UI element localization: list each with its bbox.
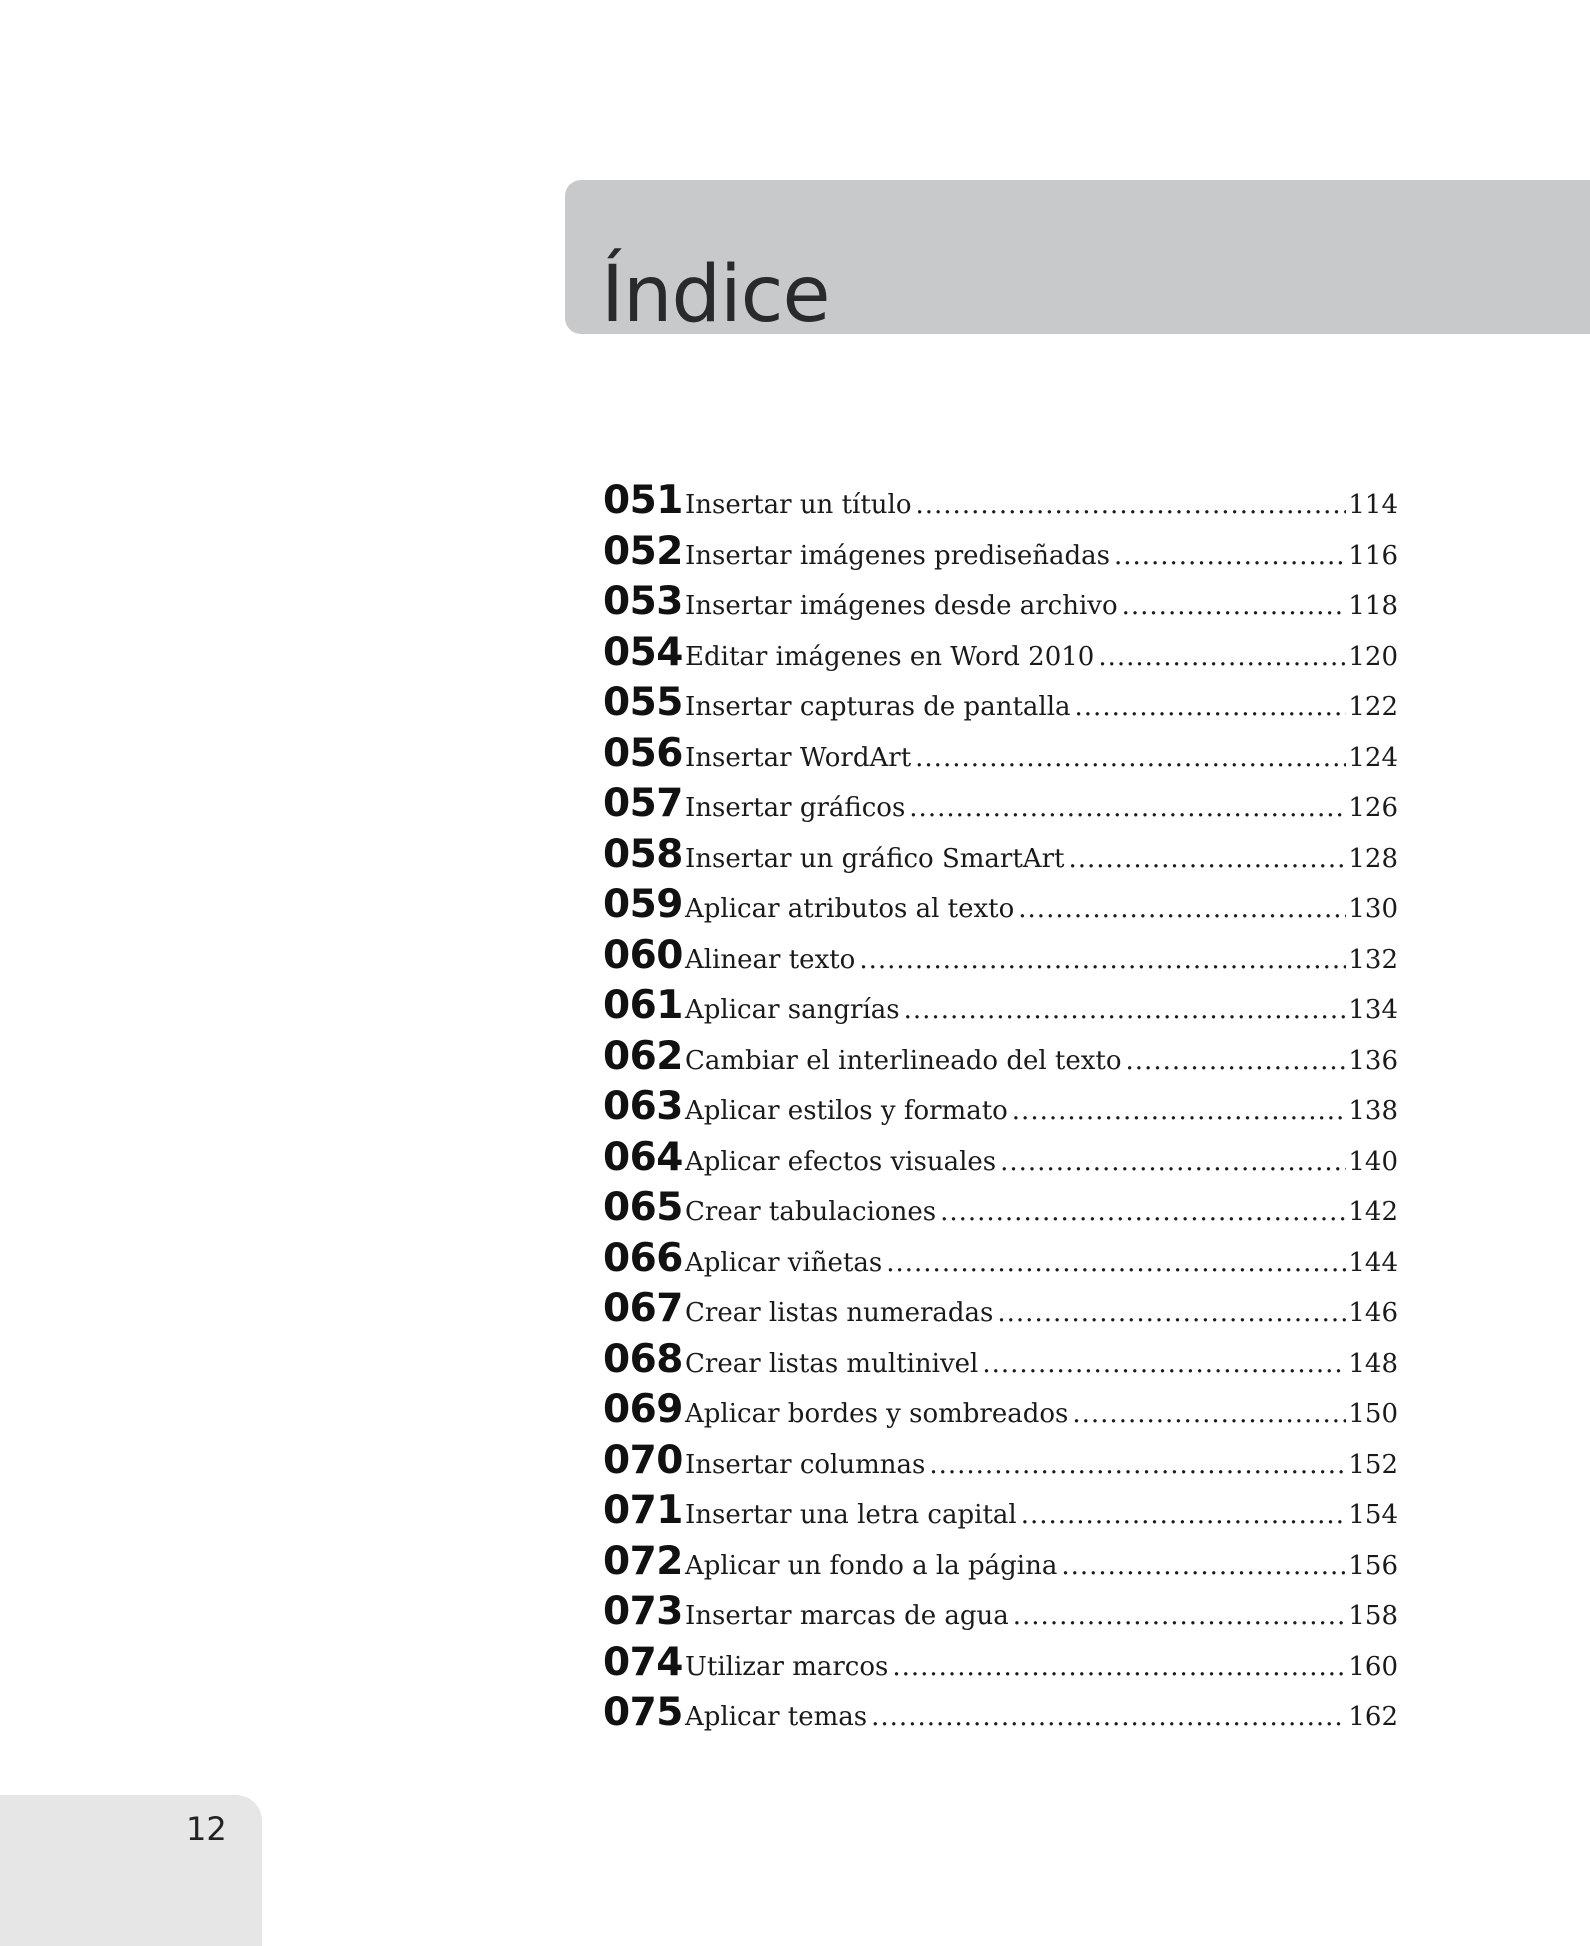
- entry-number: 055: [603, 680, 683, 725]
- entry-page-number: 142: [1348, 1197, 1398, 1227]
- entry-number: 066: [603, 1235, 683, 1281]
- toc-entry[interactable]: [603, 529, 1398, 580]
- toc-entry[interactable]: [603, 1488, 1398, 1539]
- toc-entry[interactable]: [603, 983, 1398, 1034]
- entry-page-number: 146: [1348, 1298, 1398, 1328]
- entry-title: Aplicar atributos al texto: [685, 894, 1015, 924]
- entry-page-number: 126: [1348, 793, 1398, 823]
- entry-page-number: 134: [1348, 995, 1398, 1025]
- entry-title: Aplicar sangrías: [685, 995, 900, 1025]
- entry-number: 074: [603, 1639, 683, 1685]
- entry-page-number: 144: [1348, 1247, 1398, 1278]
- dot-leader: [1000, 1147, 1346, 1177]
- entry-title: Crear listas multinivel: [685, 1348, 979, 1379]
- page-title: Índice: [601, 250, 830, 340]
- dot-leader: [1013, 1601, 1347, 1631]
- entry-number: 071: [603, 1488, 683, 1533]
- toc-entry[interactable]: [603, 781, 1398, 832]
- entry-page-number: 156: [1348, 1550, 1398, 1581]
- dot-leader: [1075, 692, 1347, 722]
- toc-entry[interactable]: [603, 1640, 1398, 1691]
- dot-leader: [929, 1450, 1346, 1480]
- entry-page-number: 154: [1348, 1500, 1398, 1530]
- entry-title: Insertar marcas de agua: [685, 1601, 1009, 1631]
- toc-entry[interactable]: [603, 832, 1398, 883]
- dot-leader: [915, 743, 1346, 773]
- entry-title: Aplicar un fondo a la página: [685, 1550, 1058, 1581]
- entry-title: Crear tabulaciones: [685, 1197, 937, 1227]
- entry-page-number: 138: [1348, 1096, 1398, 1126]
- entry-number: 052: [603, 528, 683, 574]
- entry-page-number: 114: [1348, 490, 1398, 520]
- dot-leader: [859, 945, 1346, 975]
- entry-page-number: 116: [1348, 540, 1398, 571]
- toc-entry[interactable]: [603, 1337, 1398, 1388]
- dot-leader: [997, 1298, 1346, 1328]
- entry-number: 053: [603, 579, 683, 624]
- entry-number: 070: [603, 1437, 683, 1483]
- toc-entry[interactable]: [603, 630, 1398, 681]
- entry-number: 062: [603, 1033, 683, 1079]
- toc-entry[interactable]: [603, 1135, 1398, 1186]
- entry-number: 067: [603, 1286, 683, 1331]
- entry-page-number: 160: [1348, 1651, 1398, 1682]
- toc-entry[interactable]: [603, 1286, 1398, 1337]
- entry-number: 056: [603, 730, 683, 776]
- toc-entry[interactable]: [603, 933, 1398, 984]
- entry-title: Insertar columnas: [685, 1449, 926, 1480]
- dot-leader: [886, 1248, 1346, 1278]
- entry-title: Insertar capturas de pantalla: [685, 692, 1071, 722]
- entry-title: Aplicar bordes y sombreados: [685, 1399, 1069, 1429]
- page-number: 12: [186, 1810, 227, 1848]
- toc-entry[interactable]: [603, 1185, 1398, 1236]
- title-band: [565, 180, 1590, 340]
- entry-title: Cambiar el interlineado del texto: [685, 1045, 1122, 1076]
- entry-number: 058: [603, 831, 683, 877]
- entry-number: 072: [603, 1538, 683, 1584]
- entry-title: Aplicar viñetas: [685, 1247, 883, 1278]
- entry-title: Editar imágenes en Word 2010: [685, 641, 1095, 672]
- entry-page-number: 132: [1348, 944, 1398, 975]
- entry-number: 064: [603, 1134, 683, 1180]
- dot-leader: [982, 1349, 1346, 1379]
- entry-page-number: 162: [1348, 1702, 1398, 1732]
- toc-entry[interactable]: [603, 1438, 1398, 1489]
- entry-title: Utilizar marcos: [685, 1651, 889, 1682]
- toc-entry[interactable]: [603, 1690, 1398, 1741]
- toc-entry[interactable]: [603, 1236, 1398, 1287]
- table-of-contents: [603, 478, 1398, 1741]
- toc-entry[interactable]: [603, 1084, 1398, 1135]
- toc-entry[interactable]: [603, 478, 1398, 529]
- dot-leader: [1012, 1096, 1347, 1126]
- dot-leader: [1021, 1500, 1347, 1530]
- entry-number: 073: [603, 1589, 683, 1634]
- dot-leader: [1122, 591, 1347, 621]
- entry-title: Aplicar efectos visuales: [685, 1146, 997, 1177]
- entry-page-number: 136: [1348, 1045, 1398, 1076]
- entry-title: Aplicar temas: [685, 1702, 868, 1732]
- toc-entry[interactable]: [603, 1034, 1398, 1085]
- entry-number: 065: [603, 1185, 683, 1230]
- dot-leader: [1072, 1399, 1346, 1429]
- entry-page-number: 158: [1348, 1601, 1398, 1631]
- entry-page-number: 130: [1348, 894, 1398, 924]
- dot-leader: [904, 995, 1347, 1025]
- toc-entry[interactable]: [603, 579, 1398, 630]
- entry-number: 051: [603, 478, 683, 523]
- entry-page-number: 152: [1348, 1449, 1398, 1480]
- entry-title: Insertar WordArt: [685, 742, 912, 773]
- entry-title: Insertar gráficos: [685, 793, 906, 823]
- dot-leader: [909, 793, 1346, 823]
- toc-entry[interactable]: [603, 1539, 1398, 1590]
- dot-leader: [1114, 541, 1346, 571]
- entry-number: 060: [603, 932, 683, 978]
- dot-leader: [1018, 894, 1346, 924]
- entry-number: 068: [603, 1336, 683, 1382]
- entry-number: 061: [603, 983, 683, 1028]
- dot-leader: [916, 490, 1347, 520]
- entry-number: 063: [603, 1084, 683, 1129]
- entry-title: Insertar imágenes prediseñadas: [685, 540, 1110, 571]
- toc-entry[interactable]: [603, 731, 1398, 782]
- entry-number: 059: [603, 882, 683, 927]
- toc-entry[interactable]: [603, 1589, 1398, 1640]
- entry-page-number: 150: [1348, 1399, 1398, 1429]
- entry-page-number: 148: [1348, 1348, 1398, 1379]
- toc-entry[interactable]: [603, 1387, 1398, 1438]
- entry-title: Alinear texto: [685, 944, 856, 975]
- toc-entry[interactable]: [603, 882, 1398, 933]
- dot-leader: [871, 1702, 1346, 1732]
- toc-entry[interactable]: [603, 680, 1398, 731]
- entry-page-number: 128: [1348, 843, 1398, 874]
- entry-title: Insertar imágenes desde archivo: [685, 591, 1118, 621]
- entry-number: 075: [603, 1690, 683, 1735]
- dot-leader: [1126, 1046, 1347, 1076]
- entry-page-number: 124: [1348, 742, 1398, 773]
- entry-page-number: 140: [1348, 1146, 1398, 1177]
- dot-leader: [940, 1197, 1346, 1227]
- entry-title: Insertar un gráfico SmartArt: [685, 843, 1065, 874]
- dot-leader: [892, 1652, 1346, 1682]
- dot-leader: [1098, 642, 1346, 672]
- entry-title: Aplicar estilos y formato: [685, 1096, 1008, 1126]
- entry-number: 069: [603, 1387, 683, 1432]
- entry-number: 057: [603, 781, 683, 826]
- entry-title: Insertar un título: [685, 490, 912, 520]
- entry-page-number: 122: [1348, 692, 1398, 722]
- entry-page-number: 120: [1348, 641, 1398, 672]
- entry-number: 054: [603, 629, 683, 675]
- entry-title: Insertar una letra capital: [685, 1500, 1017, 1530]
- entry-title: Crear listas numeradas: [685, 1298, 994, 1328]
- dot-leader: [1061, 1551, 1346, 1581]
- entry-page-number: 118: [1348, 591, 1398, 621]
- dot-leader: [1068, 844, 1346, 874]
